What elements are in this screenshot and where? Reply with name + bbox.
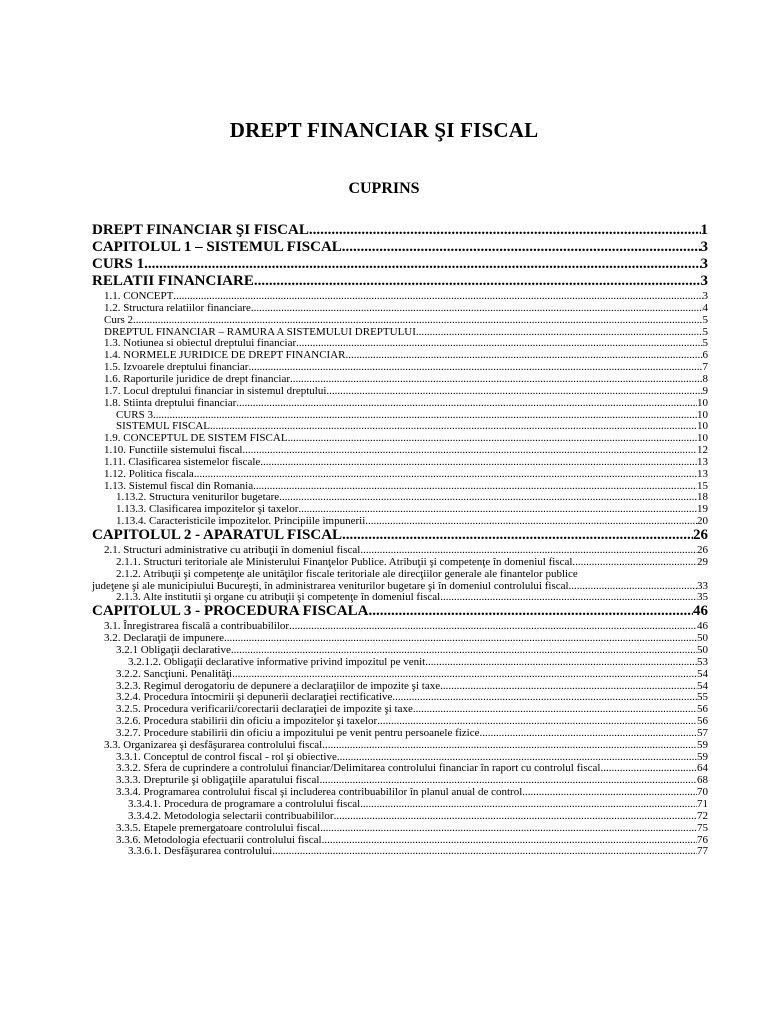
toc-entry[interactable] [104, 373, 708, 385]
toc-entry-label: 1.13.2. Structura veniturilor bugetare [116, 491, 280, 504]
toc-page-number: 6 [702, 349, 708, 362]
toc-page-number: 5 [702, 325, 708, 338]
toc-dot-leader [342, 527, 693, 544]
toc-entry[interactable] [104, 314, 708, 326]
toc-entry-label: 1.7. Locul dreptului financiar in sistemul dreptului [104, 384, 327, 397]
toc-dot-leader [365, 515, 697, 527]
toc-dot-leader [320, 822, 697, 834]
toc-entry[interactable] [116, 715, 708, 727]
toc-entry-label: 2.1.1. Structuri teritoriale ale Ministerului Finanţelor Publice. Atribuţii şi competenţe în domeniul fiscal [116, 555, 573, 568]
toc-page-number: 3 [702, 290, 708, 302]
toc-entry-label: 3.1. Înregistrarea fiscală a contribuabililor [104, 620, 290, 633]
toc-entry-label: 1.9. CONCEPTUL DE SISTEM FISCAL [104, 432, 288, 445]
toc-page-number: 57 [697, 726, 708, 739]
toc-dot-leader [425, 656, 697, 668]
toc-entry-label[interactable]: 2.1.2. Atribuţii şi competenţe ale unităţilor fiscale teritoriale ale direcţiilor generale ale finantelor publice [116, 567, 578, 580]
toc-entry-label-continuation: judeţene şi ale municipiului Bucureşti, în administrarea veniturilor bugetare şi în domeniul controlului fiscal [92, 579, 569, 592]
document-title: DREPT FINANCIAR ŞI FISCAL [229, 118, 539, 142]
toc-page-number: 9 [702, 384, 708, 397]
toc-entry[interactable] [104, 361, 708, 373]
toc-page-number: 10 [697, 420, 708, 433]
toc-entry[interactable] [116, 409, 708, 421]
toc-dot-leader [253, 480, 697, 492]
toc-dot-leader [224, 632, 697, 644]
toc-entry[interactable] [116, 774, 708, 786]
toc-page-number: 10 [697, 432, 708, 445]
toc-page-number: 26 [697, 544, 708, 556]
toc-entry-label: 3.3.6.1. Desfăşurarea controlului [128, 845, 273, 858]
toc-entry[interactable] [116, 591, 708, 603]
toc-page-number: 20 [697, 515, 708, 528]
toc-entry[interactable] [116, 644, 708, 656]
toc-entry-label: 1.10. Functiile sistemului fiscal [104, 444, 243, 457]
toc-entry[interactable] [104, 480, 708, 492]
toc-page-number: 7 [702, 361, 708, 374]
toc-entry[interactable] [116, 822, 708, 834]
toc-dot-leader [254, 273, 701, 290]
toc-entry-label: 1.4. NORMELE JURIDICE DE DREPT FINANCIAR [104, 349, 346, 362]
toc-dot-leader [298, 503, 697, 515]
toc-dot-leader [342, 239, 701, 256]
toc-entry[interactable] [92, 580, 708, 592]
toc-page-number: 54 [697, 679, 708, 692]
toc-entry[interactable] [104, 620, 708, 632]
toc-page-number: 5 [702, 313, 708, 326]
toc-dot-leader [413, 703, 697, 715]
toc-page-number: 54 [697, 667, 708, 680]
toc-entry[interactable] [116, 556, 708, 568]
toc-entry-label: CAPITOLUL 2 - APARATUL FISCAL [92, 527, 343, 543]
toc-page-number: 64 [697, 762, 708, 775]
toc-dot-leader [416, 326, 703, 338]
toc-page-number: 35 [697, 591, 708, 604]
toc-page-number: 4 [702, 301, 708, 314]
toc-entry[interactable] [116, 691, 708, 703]
toc-page-number: 50 [697, 632, 708, 645]
toc-entry[interactable] [92, 603, 708, 620]
toc-entry[interactable] [104, 456, 708, 468]
toc-page-number: 33 [697, 579, 708, 592]
toc-entry[interactable] [92, 239, 708, 256]
toc-page-number: 10 [697, 408, 708, 421]
toc-page-number: 75 [697, 821, 708, 834]
toc-entry[interactable] [116, 668, 708, 680]
toc-entry[interactable] [104, 302, 708, 314]
toc-entry-label: 1.1. CONCEPT [104, 290, 174, 302]
toc-dot-leader [210, 420, 697, 432]
toc-entry[interactable] [128, 845, 708, 857]
toc-dot-leader [272, 845, 697, 857]
toc-entry[interactable] [104, 326, 708, 338]
toc-entry-label: 3.3. Organizarea şi desfăşurarea controlului fiscal [104, 738, 323, 751]
toc-entry[interactable] [116, 727, 708, 739]
toc-entry-label: RELATII FINANCIARE [92, 273, 254, 289]
toc-entry-label: 3.3.5. Etapele premergatoare controlului fiscal [116, 821, 321, 834]
toc-entry[interactable] [128, 798, 708, 810]
toc-page-number: 13 [697, 455, 708, 468]
toc-dot-leader [153, 409, 697, 421]
toc-entry-label: 2.1. Structuri administrative cu atribuţii în domeniul fiscal [104, 544, 361, 556]
toc-page-number: 19 [697, 503, 708, 516]
toc-page-number: 12 [697, 444, 708, 457]
toc-dot-leader [600, 762, 697, 774]
toc-entry[interactable] [104, 444, 708, 456]
toc-dot-leader [133, 314, 702, 326]
toc-page-number: 3 [700, 239, 708, 255]
toc-dot-leader [289, 620, 697, 632]
toc-entry-label: 3.2. Declaraţii de impunere [104, 632, 225, 645]
toc-entry-label: Curs 2 [104, 313, 134, 326]
toc-page-number: 3 [700, 256, 708, 272]
toc-entry[interactable] [92, 256, 708, 273]
toc-page-number: 53 [697, 655, 708, 668]
toc-entry-label: CURS 3 [116, 408, 153, 421]
toc-entry[interactable] [116, 515, 708, 527]
toc-page-number: 18 [697, 491, 708, 504]
toc-entry-label: 3.2.1 Obligaţii declarative [116, 643, 231, 656]
toc-entry-label: 3.3.2. Sfera de cuprindere a controlului financiar/Delimitarea controlului financiar în raport cu controlul fiscal [116, 762, 601, 775]
toc-dot-leader [360, 544, 697, 556]
toc-dot-leader [144, 256, 700, 273]
toc-dot-leader [248, 361, 702, 373]
toc-page-number: 71 [697, 798, 708, 810]
toc-entry[interactable] [104, 739, 708, 751]
toc-page-number: 77 [697, 845, 708, 858]
toc-dot-leader [522, 786, 697, 798]
toc-entry-label: CAPITOLUL 1 – SISTEMUL FISCAL [92, 239, 342, 255]
toc-dot-leader [572, 556, 697, 568]
toc-entry[interactable] [104, 290, 708, 302]
toc-entry[interactable] [116, 762, 708, 774]
toc-entry[interactable] [128, 656, 708, 668]
toc-page-number: 72 [697, 809, 708, 822]
toc-entry[interactable] [92, 273, 708, 290]
toc-entry-label: 1.3. Notiunea si obiectul dreptului financiar [104, 337, 297, 350]
toc-entry-label: 2.1.3. Alte institutii şi organe cu atribuţii şi competenţe în domeniul fiscal [116, 591, 441, 604]
toc-page-number: 26 [693, 527, 708, 543]
toc-entry[interactable] [116, 834, 708, 846]
toc-dot-leader [480, 727, 698, 739]
toc-dot-leader [440, 591, 697, 603]
toc-entry[interactable] [116, 786, 708, 798]
toc-dot-leader [569, 580, 697, 592]
toc-entry[interactable] [116, 420, 708, 432]
toc-entry[interactable] [128, 810, 708, 822]
toc-entry-label: 1.13.4. Caracteristicile impozitelor. Principiile impunerii [116, 515, 366, 528]
toc-entry-label: 3.3.4.2. Metodologia selectarii contribuabililor [128, 809, 334, 822]
toc-dot-leader [260, 456, 697, 468]
toc-heading: CUPRINS [348, 180, 420, 197]
toc-dot-leader [242, 444, 697, 456]
toc-entry[interactable] [116, 703, 708, 715]
toc-dot-leader [309, 222, 701, 239]
toc-entry-label: SISTEMUL FISCAL [116, 420, 211, 433]
toc-entry[interactable] [116, 680, 708, 692]
toc-dot-leader [326, 385, 702, 397]
toc-entry[interactable] [104, 544, 708, 556]
toc-dot-leader [232, 668, 697, 680]
toc-page-number: 5 [702, 337, 708, 350]
toc-entry-label: 1.11. Clasificarea sistemelor fiscale [104, 455, 261, 468]
toc-dot-leader [360, 798, 697, 810]
toc-dot-leader [334, 810, 697, 822]
toc-dot-leader [279, 491, 697, 503]
toc-dot-leader [194, 468, 697, 480]
toc-page-number: 46 [697, 620, 708, 633]
toc-entry[interactable] [104, 337, 708, 349]
toc-dot-leader [236, 397, 697, 409]
toc-entry[interactable] [92, 222, 708, 239]
toc-page-number: 1 [700, 222, 708, 238]
toc-entry-label: 1.2. Structura relatiilor financiare [104, 301, 251, 314]
toc-entry-label: DREPT FINANCIAR ŞI FISCAL [92, 222, 309, 238]
toc-entry-label: 3.2.7. Procedure stabilirii din oficiu a impozitului pe venit pentru persoanele fizice [116, 726, 480, 739]
toc-entry-label: 3.2.6. Procedura stabilirii din oficiu a impozitelor şi taxelor [116, 715, 378, 728]
toc-entry-label: CAPITOLUL 3 - PROCEDURA FISCALA [92, 603, 369, 620]
toc-entry-label: 3.3.4.1. Procedura de programare a controlului fiscal [128, 798, 361, 810]
toc-entry-label: 3.3.4. Programarea controlului fiscal şi includerea contribuabililor în planul anual de control [116, 786, 523, 799]
toc-dot-leader [322, 834, 697, 846]
toc-page-number: 13 [697, 467, 708, 480]
toc-entry[interactable] [116, 491, 708, 503]
toc-dot-leader [440, 680, 697, 692]
toc-entry-label: 1.6. Raporturile juridice de drept financiar [104, 372, 291, 385]
toc-page-number: 29 [697, 555, 708, 568]
toc-dot-leader [173, 290, 702, 302]
toc-page-number: 59 [697, 738, 708, 751]
toc-dot-leader [337, 751, 697, 763]
toc-entry[interactable] [104, 385, 708, 397]
toc-entry[interactable] [104, 432, 708, 444]
toc-page-number: 68 [697, 774, 708, 787]
toc-entry[interactable] [116, 503, 708, 515]
toc-entry-label: 3.2.1.2. Obligaţii declarative informative privind impozitul pe venit [128, 655, 426, 668]
toc-dot-leader [288, 432, 697, 444]
toc-entry[interactable] [104, 349, 708, 361]
toc-entry-label: 3.3.1. Conceptul de control fiscal - rol şi obiective [116, 750, 337, 763]
toc-page-number: 3 [700, 273, 708, 289]
toc-entry-label: 3.3.6. Metodologia efectuarii controlului fiscal [116, 833, 322, 846]
toc-entry-label: 1.13.3. Clasificarea impozitelor şi taxelor [116, 503, 299, 516]
toc-entry[interactable] [92, 527, 708, 544]
toc-page-number: 76 [697, 833, 708, 846]
toc-page-number: 8 [702, 372, 708, 385]
toc-dot-leader [296, 337, 702, 349]
toc-dot-leader [231, 644, 697, 656]
toc-page-number: 70 [697, 786, 708, 799]
toc-page-number: 56 [697, 715, 708, 728]
toc-dot-leader [368, 603, 693, 620]
toc-entry-label: 3.2.2. Sancţiuni. Penalităţi [116, 667, 233, 680]
toc-page-number: 59 [697, 750, 708, 763]
toc-dot-leader [322, 739, 697, 751]
toc-dot-leader [346, 349, 703, 361]
toc-dot-leader [290, 373, 702, 385]
toc-entry[interactable] [104, 632, 708, 644]
toc-entry[interactable] [116, 751, 708, 763]
toc-entry-label: 1.12. Politica fiscala [104, 467, 194, 480]
toc-entry-label: 1.8. Stiinta dreptului financiar [104, 396, 237, 409]
toc-entry-label: CURS 1 [92, 256, 145, 272]
toc-entry[interactable] [104, 468, 708, 480]
toc-entry-label: 1.5. Izvoarele dreptului financiar [104, 361, 249, 374]
toc-entry[interactable] [104, 397, 708, 409]
toc-entry-label: 1.13. Sistemul fiscal din Romania [104, 479, 254, 492]
toc-page-number: 56 [697, 703, 708, 716]
toc-dot-leader [319, 774, 697, 786]
toc-page-number: 15 [697, 479, 708, 492]
toc-page-number: 10 [697, 396, 708, 409]
toc-page-number: 55 [697, 691, 708, 704]
toc-entry-label: 3.2.5. Procedura verificarii/corectarii declaraţiei de impozite şi taxe [116, 703, 413, 716]
toc-dot-leader [251, 302, 703, 314]
toc-entry-label: 3.2.4. Procedura întocmirii şi depunerii declaraţiei rectificative [116, 691, 393, 704]
toc-dot-leader [392, 691, 697, 703]
toc-page-number: 46 [693, 603, 708, 620]
toc-entry-label: 3.2.3. Regimul derogatoriu de depunere a declaraţiilor de impozite şi taxe [116, 679, 441, 692]
toc-page-number: 50 [697, 643, 708, 656]
toc-entry-label: DREPTUL FINANCIAR – RAMURA A SISTEMULUI DREPTULUI [104, 325, 416, 338]
toc-dot-leader [377, 715, 697, 727]
toc-entry-label: 3.3.3. Drepturile şi obligaţiile aparatului fiscal [116, 774, 320, 787]
